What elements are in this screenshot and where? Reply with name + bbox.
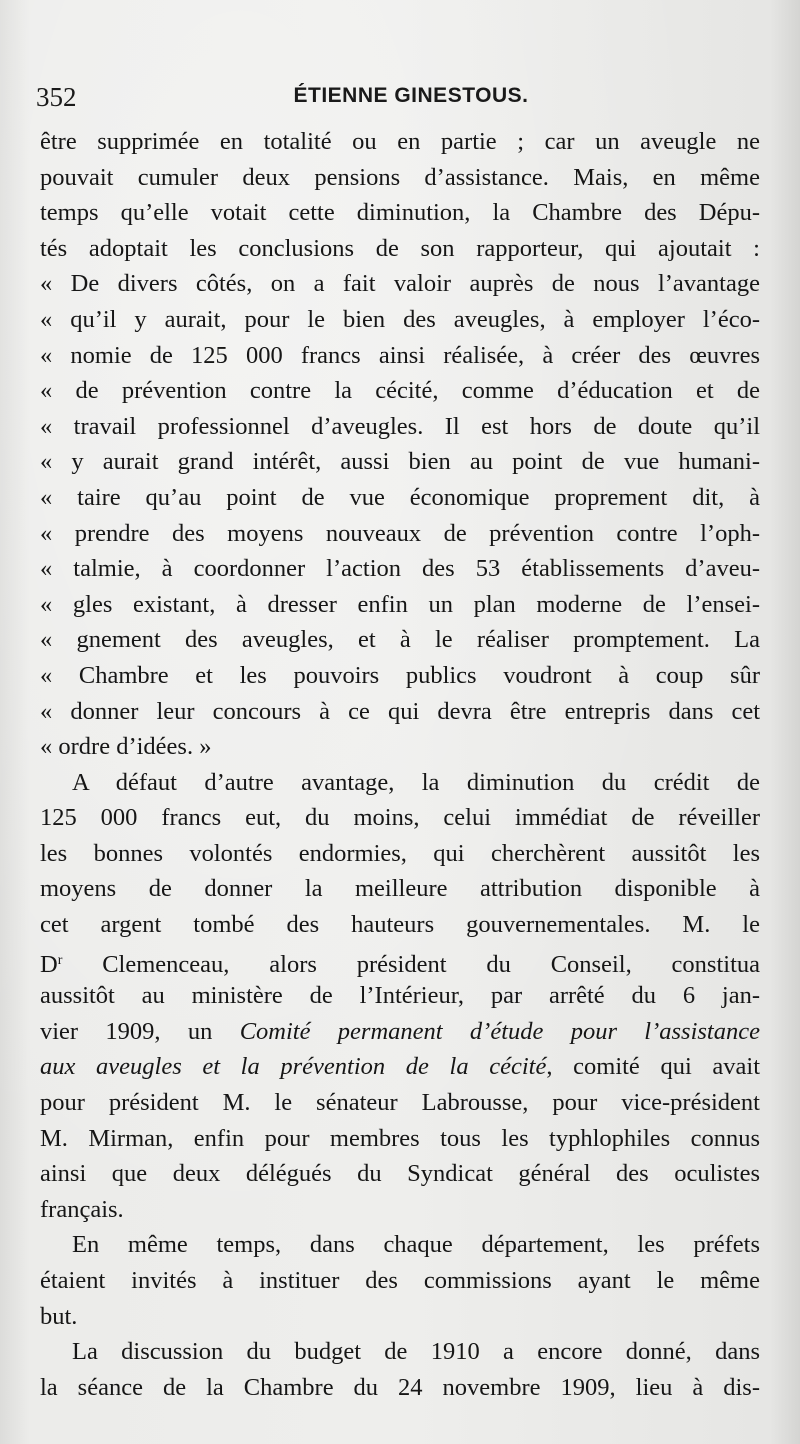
running-head: ÉTIENNE GINESTOUS. <box>293 84 529 107</box>
text-line <box>40 266 760 302</box>
text-segment: tés adoptait les conclusions de son rapporteur, qui ajoutait : <box>40 234 760 262</box>
text-segment: pour président M. le sénateur Labrousse, pour vice-président <box>40 1089 760 1117</box>
text-line <box>40 907 760 943</box>
text-segment: Clemenceau, alors président du Conseil, constitua <box>62 950 760 978</box>
text-segment: français. <box>40 1195 124 1223</box>
text-segment: « gnement des aveugles, et à le réaliser promptement. La <box>40 626 760 654</box>
text-segment: « prendre des moyens nouveaux de prévention contre l’oph- <box>40 519 760 547</box>
text-line <box>40 1263 760 1299</box>
text-segment: être supprimée en totalité ou en partie ; car un aveugle ne <box>40 128 760 155</box>
text-line <box>40 1156 760 1192</box>
text-line <box>40 658 760 694</box>
text-line <box>40 978 760 1014</box>
text-line <box>40 765 760 801</box>
text-segment: « ordre d’idées. » <box>40 733 212 761</box>
italic-text: Comité permanent d’étude pour l’assistance <box>239 1017 760 1045</box>
text-line <box>40 1014 760 1050</box>
text-line <box>40 302 760 338</box>
text-segment: « taire qu’au point de vue économique proprement dit, à <box>40 483 760 511</box>
text-segment: « qu’il y aurait, pour le bien des aveugles, à employer l’éco- <box>40 305 760 333</box>
text-segment: pouvait cumuler deux pensions d’assistance. Mais, en même <box>40 163 760 191</box>
text-segment: La discussion du budget de 1910 a encore donné, dans <box>72 1338 760 1366</box>
page-number: 352 <box>36 82 77 112</box>
text-line <box>40 551 760 587</box>
text-segment: moyens de donner la meilleure attribution disponible à <box>40 875 760 903</box>
text-line <box>40 800 760 836</box>
page-header <box>36 82 756 118</box>
text-segment: cet argent tombé des hauteurs gouvernementales. M. le <box>40 911 760 939</box>
text-line <box>40 124 760 160</box>
text-segment: 125 000 francs eut, du moins, celui immédiat de réveiller <box>40 804 760 832</box>
text-line <box>40 409 760 445</box>
text-line <box>40 1121 760 1157</box>
text-line <box>40 1299 760 1335</box>
text-segment: « gles existant, à dresser enfin un plan moderne de l’ensei- <box>40 590 760 618</box>
text-line <box>40 1049 760 1085</box>
text-segment: « talmie, à coordonner l’action des 53 établissements d’aveu- <box>40 555 760 583</box>
text-segment: ainsi que deux délégués du Syndicat général des oculistes <box>40 1160 760 1188</box>
text-segment: aussitôt au ministère de l’Intérieur, par arrêté du 6 jan- <box>40 982 760 1010</box>
text-line <box>40 587 760 623</box>
text-segment: M. Mirman, enfin pour membres tous les typhlophiles connus <box>40 1124 760 1152</box>
text-line <box>40 516 760 552</box>
text-segment: les bonnes volontés endormies, qui cherchèrent aussitôt les <box>40 839 760 867</box>
text-line <box>40 338 760 374</box>
text-line <box>40 871 760 907</box>
text-segment: En même temps, dans chaque département, les préfets <box>72 1231 760 1259</box>
text-segment: , comité qui avait <box>546 1053 761 1081</box>
text-segment: « y aurait grand intérêt, aussi bien au point de vue humani- <box>40 448 760 476</box>
text-line <box>40 1334 760 1370</box>
text-line <box>40 231 760 267</box>
text-segment: étaient invités à instituer des commissions ayant le même <box>40 1267 760 1294</box>
text-line <box>40 1085 760 1121</box>
text-segment: temps qu’elle votait cette diminution, la Chambre des Dépu- <box>40 199 760 227</box>
text-segment: « donner leur concours à ce qui devra être entrepris dans cet <box>40 697 760 725</box>
text-segment: la séance de la Chambre du 24 novembre 1909, lieu à dis- <box>40 1373 760 1401</box>
text-line <box>40 1192 760 1228</box>
text-line <box>40 1227 760 1263</box>
text-line <box>40 729 760 765</box>
text-line <box>40 373 760 409</box>
text-segment: but. <box>40 1302 78 1330</box>
text-segment: « De divers côtés, on a fait valoir auprès de nous l’avantage <box>40 270 760 298</box>
text-line <box>40 160 760 196</box>
text-segment: A défaut d’autre avantage, la diminution du crédit de <box>72 768 760 796</box>
text-segment: D <box>40 950 58 978</box>
text-line <box>40 444 760 480</box>
text-line <box>40 622 760 658</box>
text-line <box>40 1370 760 1406</box>
body-text <box>40 124 760 1405</box>
text-segment: « de prévention contre la cécité, comme d’éducation et de <box>40 377 760 405</box>
text-line <box>40 836 760 872</box>
text-line <box>40 694 760 730</box>
text-segment: « Chambre et les pouvoirs publics voudront à coup sûr <box>40 661 760 689</box>
text-segment: « nomie de 125 000 francs ainsi réalisée, à créer des œuvres <box>40 341 760 369</box>
text-line <box>40 943 760 979</box>
superscript-text: r <box>57 952 63 968</box>
italic-text: aux aveugles et la prévention de la cécité <box>40 1053 547 1081</box>
text-segment: vier 1909, un <box>40 1017 240 1045</box>
text-segment: « travail professionnel d’aveugles. Il est hors de doute qu’il <box>40 412 760 440</box>
text-line <box>40 480 760 516</box>
text-line <box>40 195 760 231</box>
